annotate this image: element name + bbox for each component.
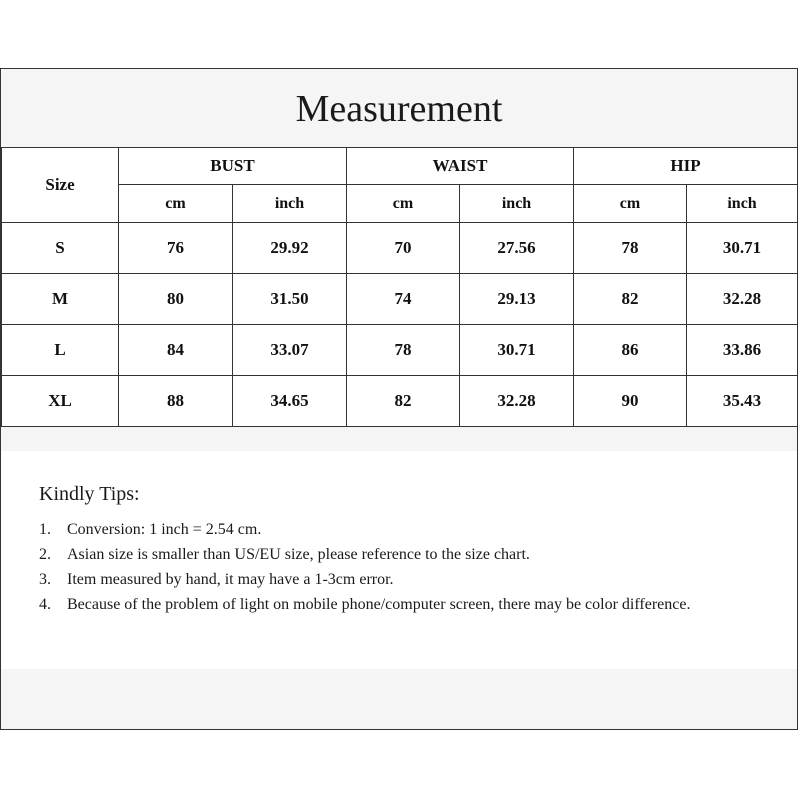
table-cell: 30.71 (687, 223, 798, 274)
unit-header: cm (347, 185, 460, 223)
table-cell: 82 (574, 274, 687, 325)
unit-header: inch (233, 185, 347, 223)
group-header-row (2, 148, 798, 185)
table-cell: 35.43 (687, 376, 798, 427)
table-cell: 84 (119, 325, 233, 376)
tip-text: Item measured by hand, it may have a 1-3cm error. (67, 571, 394, 588)
tip-number: 4. (39, 596, 51, 613)
table-cell: 27.56 (460, 223, 574, 274)
size-cell: S (2, 223, 119, 274)
tip-number: 3. (39, 571, 51, 588)
size-cell: M (2, 274, 119, 325)
bust-header: BUST (119, 148, 347, 185)
table-cell: 33.07 (233, 325, 347, 376)
list-item (39, 567, 739, 592)
table-cell: 78 (574, 223, 687, 274)
tips-list (39, 517, 739, 617)
table-cell: 80 (119, 274, 233, 325)
tip-text: Because of the problem of light on mobile phone/computer screen, there may be color difference. (67, 596, 691, 613)
table-cell: 74 (347, 274, 460, 325)
hip-header: HIP (574, 148, 798, 185)
unit-header: inch (687, 185, 798, 223)
table-row (2, 376, 798, 427)
table-cell: 33.86 (687, 325, 798, 376)
unit-header: inch (460, 185, 574, 223)
table-row (2, 223, 798, 274)
table-cell: 32.28 (687, 274, 798, 325)
table-cell: 30.71 (460, 325, 574, 376)
list-item (39, 592, 739, 617)
table-cell: 31.50 (233, 274, 347, 325)
list-item (39, 542, 739, 567)
table-row (2, 325, 798, 376)
table-cell: 76 (119, 223, 233, 274)
size-chart-frame (0, 68, 798, 730)
unit-header-row (2, 185, 798, 223)
tips-title: Kindly Tips: (39, 483, 140, 505)
table-cell: 88 (119, 376, 233, 427)
table-cell: 29.13 (460, 274, 574, 325)
tip-text: Conversion: 1 inch = 2.54 cm. (67, 521, 262, 538)
table-cell: 78 (347, 325, 460, 376)
size-cell: XL (2, 376, 119, 427)
table-cell: 70 (347, 223, 460, 274)
unit-header: cm (119, 185, 233, 223)
tip-text: Asian size is smaller than US/EU size, please reference to the size chart. (67, 546, 530, 563)
tip-number: 2. (39, 546, 51, 563)
table-cell: 29.92 (233, 223, 347, 274)
page-title: Measurement (1, 69, 797, 147)
list-item (39, 517, 739, 542)
size-cell: L (2, 325, 119, 376)
table-cell: 32.28 (460, 376, 574, 427)
unit-header: cm (574, 185, 687, 223)
tips-box (1, 451, 797, 669)
table-row (2, 274, 798, 325)
size-table (1, 147, 798, 427)
size-column-header: Size (2, 148, 119, 223)
table-cell: 90 (574, 376, 687, 427)
waist-header: WAIST (347, 148, 574, 185)
tip-number: 1. (39, 521, 51, 538)
table-cell: 82 (347, 376, 460, 427)
table-cell: 86 (574, 325, 687, 376)
table-cell: 34.65 (233, 376, 347, 427)
